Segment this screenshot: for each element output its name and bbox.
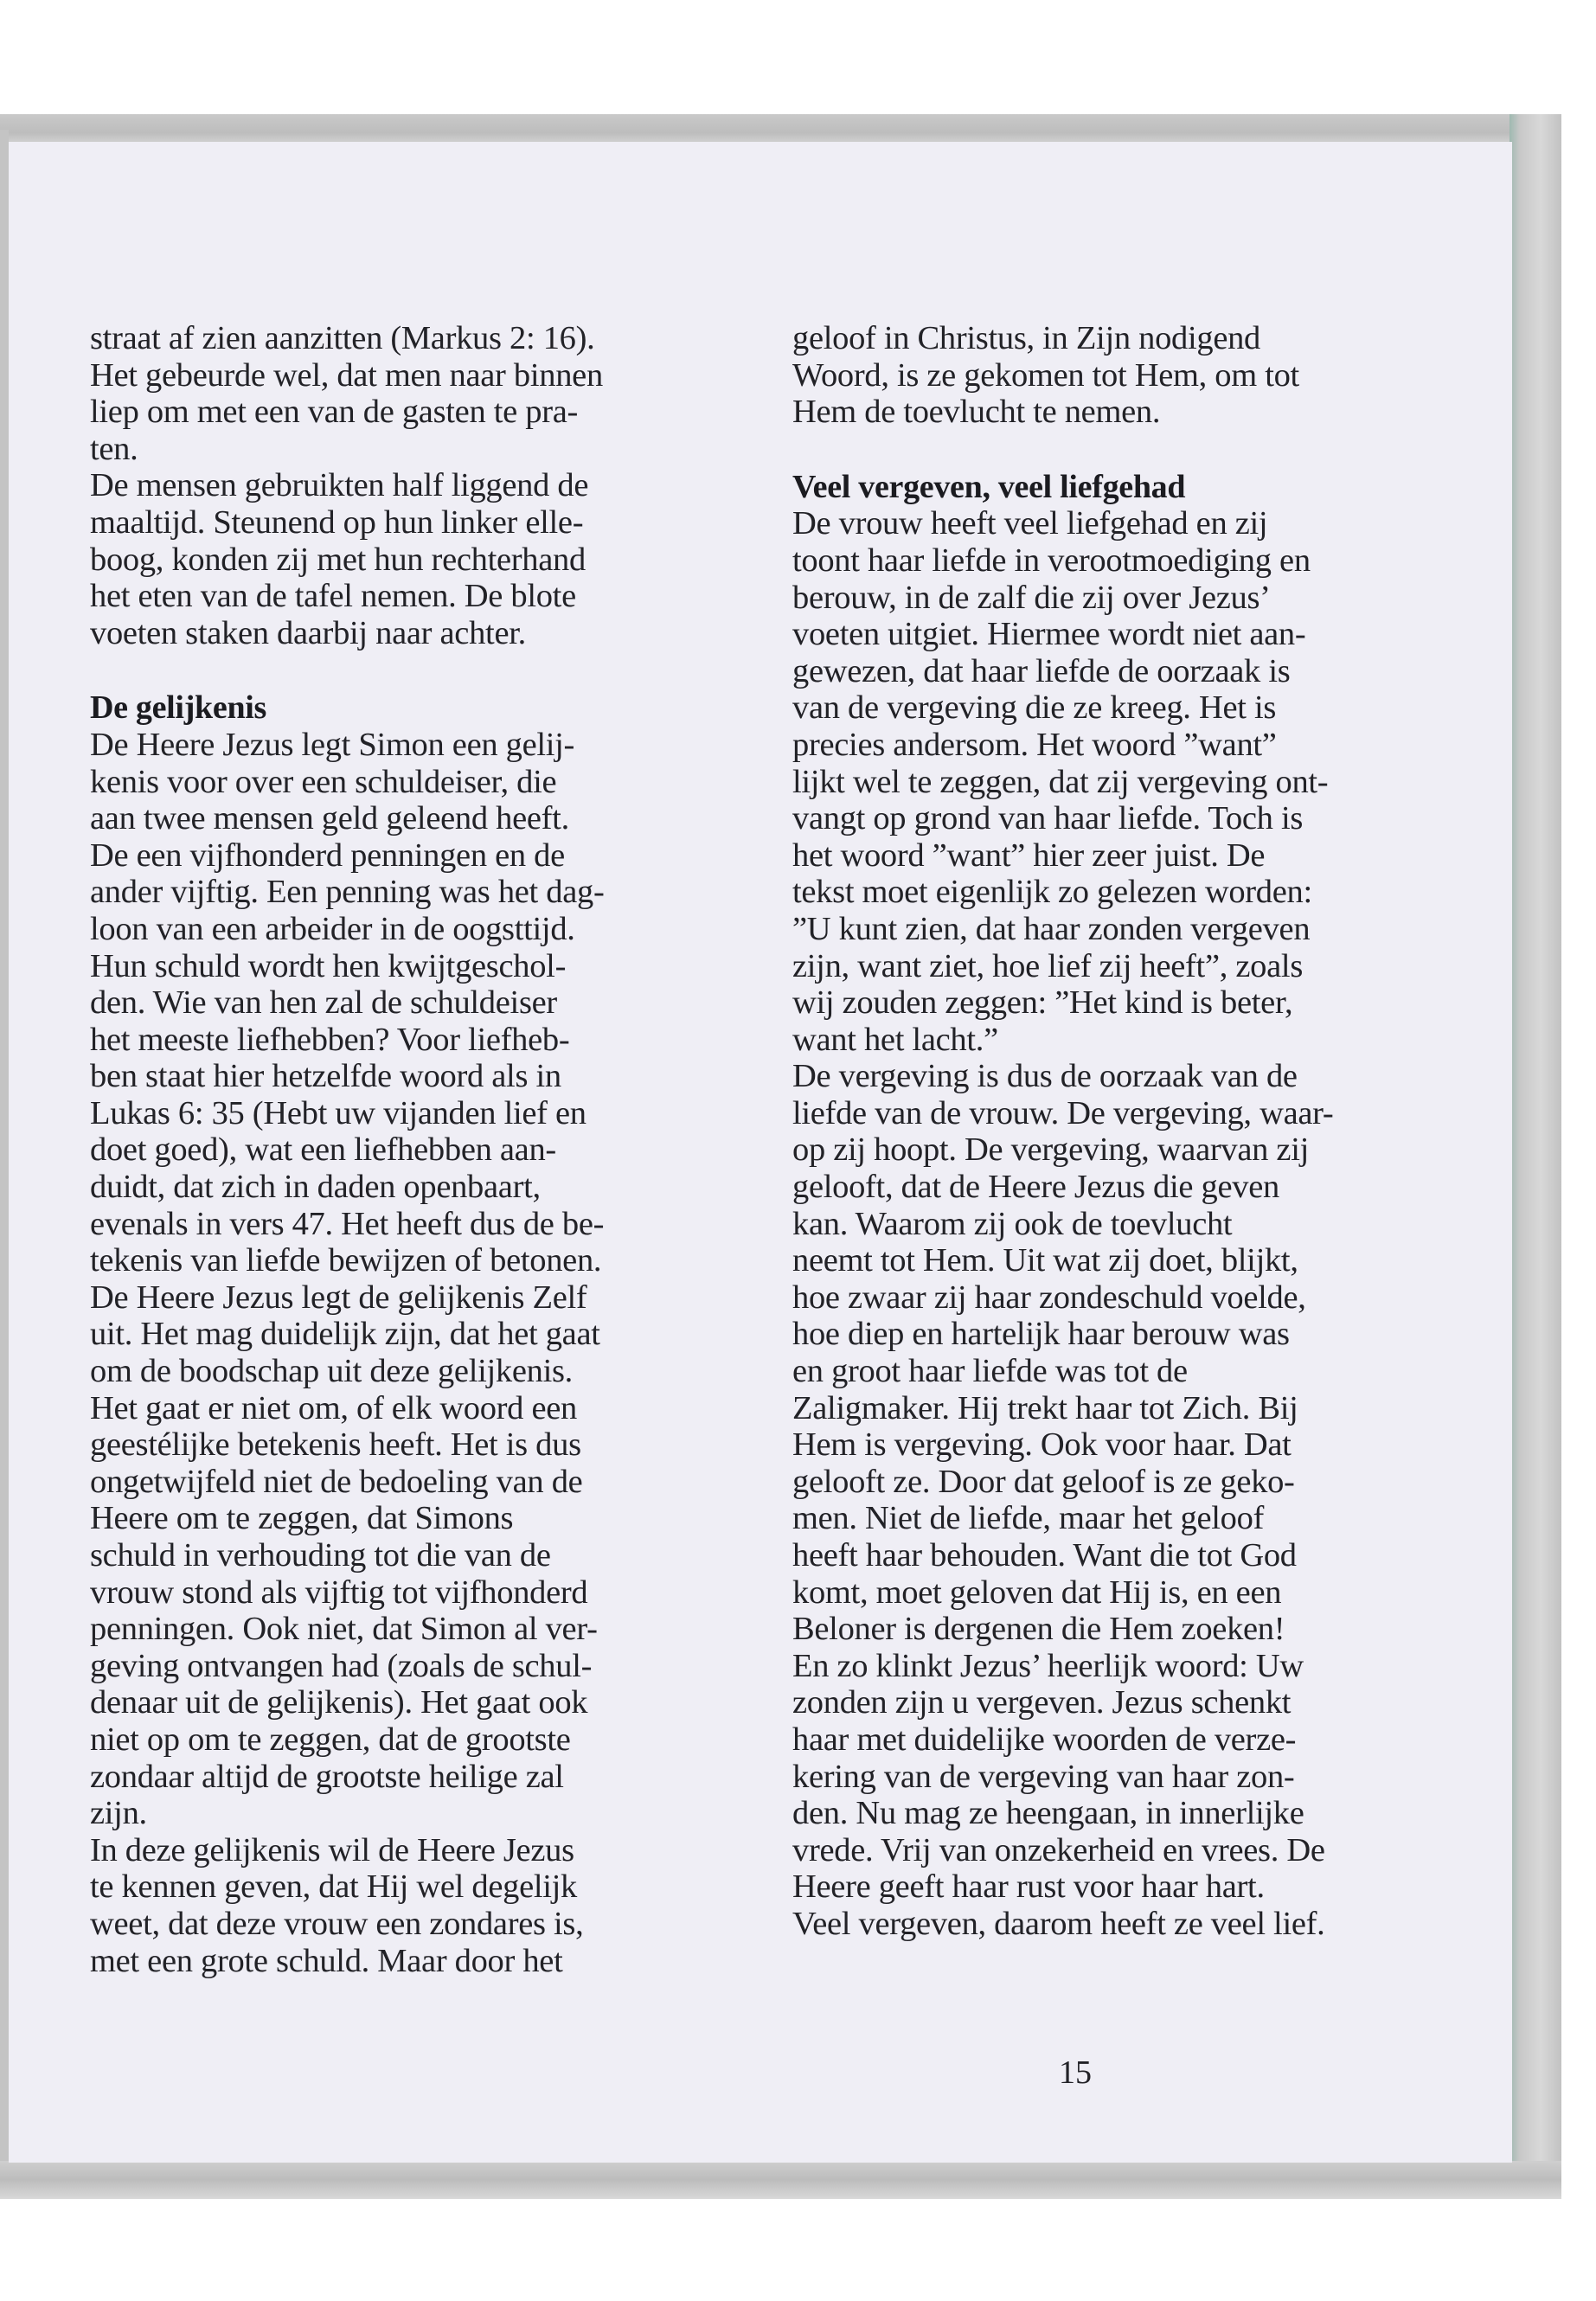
text-line: Lukas 6: 35 (Hebt uw vijanden lief en — [90, 1094, 586, 1131]
text-line: van de vergeving die ze kreeg. Het is — [792, 689, 1277, 727]
text-line: op zij hoopt. De vergeving, waarvan zij — [792, 1131, 1309, 1169]
text-line: voeten staken daarbij naar achter. — [90, 614, 526, 651]
text-line: geving ontvangen had (zoals de schul- — [90, 1647, 593, 1684]
text-line: kan. Waarom zij ook de toevlucht — [792, 1205, 1233, 1242]
text-line: ongetwijfeld niet de bedoeling van de — [90, 1463, 583, 1500]
book-edge-bottom — [0, 2161, 1561, 2199]
text-line: De vergeving is dus de oorzaak van de — [792, 1058, 1298, 1095]
text-line: ”U kunt zien, dat haar zonden vergeven — [792, 910, 1311, 947]
book-edge-left — [0, 130, 9, 2197]
text-line: Het gaat er niet om, of elk woord een — [90, 1389, 577, 1426]
text-line: ander vijftig. Een penning was het dag- — [90, 874, 605, 911]
text-line: haar met duidelijke woorden de verze- — [792, 1721, 1297, 1758]
text-line: schuld in verhouding tot die van de — [90, 1537, 551, 1574]
text-line: doet goed), wat een liefhebben aan- — [90, 1131, 556, 1169]
text-line: men. Niet de liefde, maar het geloof — [792, 1500, 1265, 1537]
text-line: evenals in vers 47. Het heeft dus de be- — [90, 1205, 605, 1242]
text-line: toont haar liefde in verootmoediging en — [792, 542, 1311, 579]
text-line: het eten van de tafel nemen. De blote — [90, 578, 576, 615]
page-number: 15 — [1059, 2054, 1092, 2091]
text-line: het woord ”want” hier zeer juist. De — [792, 836, 1266, 874]
paragraph-gap — [792, 431, 1389, 469]
text-line: boog, konden zij met hun rechterhand — [90, 541, 586, 578]
text-line: gewezen, dat haar liefde de oorzaak is — [792, 652, 1291, 689]
text-line: Zaligmaker. Hij trekt haar tot Zich. Bij — [792, 1389, 1298, 1426]
text-line: In deze gelijkenis wil de Heere Jezus — [90, 1831, 574, 1868]
text-line: gelooft, dat de Heere Jezus die geven — [792, 1169, 1279, 1206]
text-line: geloof in Christus, in Zijn nodigend — [792, 320, 1261, 356]
text-line: voeten uitgiet. Hiermee wordt niet aan- — [792, 616, 1306, 653]
text-line: Veel vergeven, daarom heeft ze veel lief. — [792, 1905, 1325, 1942]
text-line: het meeste liefhebben? Voor liefheb- — [90, 1021, 570, 1058]
text-line: De een vijfhonderd penningen en de — [90, 836, 565, 874]
text-line: zonden zijn u vergeven. Jezus schenkt — [792, 1684, 1292, 1721]
text-line: vrouw stond als vijftig tot vijfhonderd — [90, 1574, 588, 1611]
text-line: Hun schuld wordt hen kwijtgeschol- — [90, 947, 567, 984]
text-line: Het gebeurde wel, dat men naar binnen — [90, 356, 603, 394]
text-line: Heere geeft haar rust voor haar hart. — [792, 1868, 1265, 1906]
text-line: En zo klinkt Jezus’ heerlijk woord: Uw — [792, 1647, 1304, 1684]
text-line: Woord, is ze gekomen tot Hem, om tot — [792, 356, 1299, 394]
text-line: hoe diep en hartelijk haar berouw was — [792, 1316, 1290, 1353]
text-line: liep om met een van de gasten te pra- — [90, 394, 579, 431]
text-line: om de boodschap uit deze gelijkenis. — [90, 1353, 573, 1390]
text-line: ten. — [90, 430, 138, 467]
text-line: De Heere Jezus legt Simon een gelij- — [90, 726, 575, 763]
text-line: neemt tot Hem. Uit wat zij doet, blijkt, — [792, 1242, 1298, 1279]
text-line: precies andersom. Het woord ”want” — [792, 726, 1277, 763]
text-line: De vrouw heeft veel liefgehad en zij — [792, 505, 1268, 542]
section-heading-veel-vergeven: Veel vergeven, veel liefgehad — [792, 468, 1186, 505]
left-column — [90, 320, 678, 1979]
text-line: straat af zien aanzitten (Markus 2: 16). — [90, 320, 595, 356]
section-heading-gelijkenis: De gelijkenis — [90, 689, 267, 727]
text-line: te kennen geven, dat Hij wel degelijk — [90, 1868, 577, 1906]
right-paragraph-1 — [792, 320, 1389, 431]
text-line: hoe zwaar zij haar zondeschuld voelde, — [792, 1279, 1306, 1316]
text-line: ben staat hier hetzelfde woord als in — [90, 1058, 561, 1095]
text-line: heeft haar behouden. Want die tot God — [792, 1537, 1297, 1574]
text-line: tekenis van liefde bewijzen of betonen. — [90, 1242, 602, 1279]
text-line: denaar uit de gelijkenis). Het gaat ook — [90, 1684, 588, 1721]
text-line: tekst moet eigenlijk zo gelezen worden: — [792, 874, 1312, 911]
paragraph-gap — [90, 651, 678, 689]
text-line: weet, dat deze vrouw een zondares is, — [90, 1905, 584, 1942]
text-line: wij zouden zeggen: ”Het kind is beter, — [792, 984, 1293, 1022]
text-line: maaltijd. Steunend op hun linker elle- — [90, 503, 584, 541]
text-line: uit. Het mag duidelijk zijn, dat het gaat — [90, 1316, 600, 1353]
text-line: geestélijke betekenis heeft. Het is dus — [90, 1426, 581, 1464]
book-edge-top — [0, 114, 1557, 145]
text-line: liefde van de vrouw. De vergeving, waar- — [792, 1094, 1334, 1131]
text-line: penningen. Ook niet, dat Simon al ver- — [90, 1611, 598, 1648]
text-line: zijn. — [90, 1795, 147, 1832]
text-line: aan twee mensen geld geleend heeft. — [90, 800, 569, 837]
text-line: Heere om te zeggen, dat Simons — [90, 1500, 514, 1537]
text-line: met een grote schuld. Maar door het — [90, 1942, 563, 1979]
text-line: Hem is vergeving. Ook voor haar. Dat — [792, 1426, 1292, 1464]
text-line: vangt op grond van haar liefde. Toch is — [792, 800, 1304, 837]
text-line: duidt, dat zich in daden openbaart, — [90, 1169, 541, 1206]
text-line: Hem de toevlucht te nemen. — [792, 394, 1161, 431]
book-edge-right — [1509, 114, 1561, 2199]
text-line: De Heere Jezus legt de gelijkenis Zelf — [90, 1279, 587, 1316]
text-line: zijn, want ziet, hoe lief zij heeft”, zoals — [792, 947, 1303, 984]
left-paragraph-1 — [90, 320, 678, 651]
left-paragraph-2 — [90, 727, 678, 1979]
text-line: want het lacht.” — [792, 1021, 998, 1058]
text-line: kering van de vergeving van haar zon- — [792, 1758, 1295, 1795]
right-paragraph-2 — [792, 505, 1389, 1942]
text-line: den. Wie van hen zal de schuldeiser — [90, 984, 557, 1022]
text-line: Beloner is dergenen die Hem zoeken! — [792, 1611, 1285, 1648]
text-line: loon van een arbeider in de oogsttijd. — [90, 910, 575, 947]
text-line: komt, moet geloven dat Hij is, en een — [792, 1574, 1282, 1611]
text-line: en groot haar liefde was tot de — [792, 1353, 1188, 1390]
text-line: vrede. Vrij van onzekerheid en vrees. De — [792, 1831, 1325, 1868]
text-line: gelooft ze. Door dat geloof is ze geko- — [792, 1463, 1295, 1500]
text-line: lijkt wel te zeggen, dat zij vergeving ont- — [792, 763, 1329, 800]
text-line: De mensen gebruikten half liggend de — [90, 467, 589, 504]
text-line: den. Nu mag ze heengaan, in innerlijke — [792, 1795, 1304, 1832]
right-column — [792, 320, 1389, 1943]
text-line: zondaar altijd de grootste heilige zal — [90, 1758, 564, 1795]
text-line: niet op om te zeggen, dat de grootste — [90, 1721, 571, 1758]
text-line: kenis voor over een schuldeiser, die — [90, 763, 557, 800]
text-line: berouw, in de zalf die zij over Jezus’ — [792, 579, 1271, 616]
